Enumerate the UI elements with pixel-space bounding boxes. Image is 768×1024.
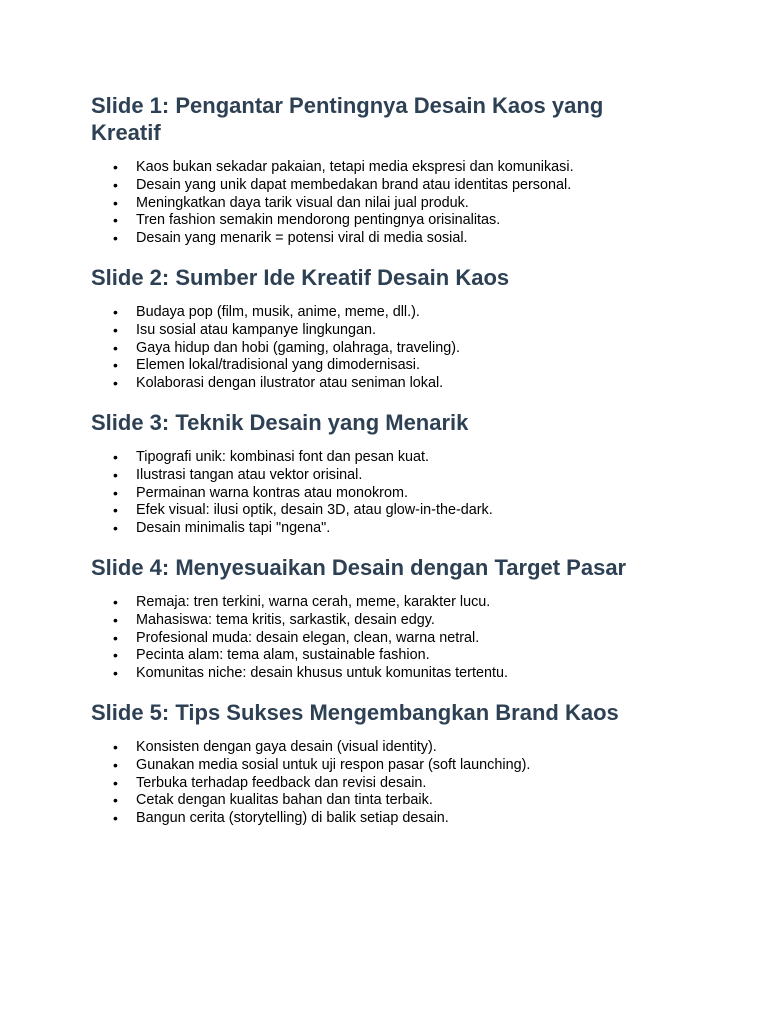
bullet-icon: • <box>113 230 118 247</box>
bullet-icon: • <box>113 502 118 519</box>
bullet-icon: • <box>113 810 118 827</box>
list-item-text: Elemen lokal/tradisional yang dimodernisasi. <box>136 357 420 374</box>
bullet-icon: • <box>113 194 118 211</box>
list-item <box>91 357 668 375</box>
slide-2-title: Slide 2: Sumber Ide Kreatif Desain Kaos <box>91 264 510 290</box>
list-item-text: Gaya hidup dan hobi (gaming, olahraga, traveling). <box>136 339 460 356</box>
list-item <box>91 757 668 775</box>
bullet-icon: • <box>113 611 118 628</box>
list-item-text: Remaja: tren terkini, warna cerah, meme, karakter lucu. <box>136 593 491 610</box>
list-item <box>91 177 668 195</box>
list-item <box>91 230 668 248</box>
list-item <box>91 340 668 358</box>
list-item-text: Mahasiswa: tema kritis, sarkastik, desain edgy. <box>136 611 435 628</box>
list-item <box>91 520 668 538</box>
list-item <box>91 449 668 467</box>
bullet-icon: • <box>113 520 118 537</box>
bullet-icon: • <box>113 466 118 483</box>
bullet-icon: • <box>113 339 118 356</box>
slide-1-title: Slide 1: Pengantar Pentingnya Desain Kaos yang Kreatif <box>91 93 604 145</box>
list-item-text: Kaos bukan sekadar pakaian, tetapi media ekspresi dan komunikasi. <box>136 159 574 175</box>
slide-3-title: Slide 3: Teknik Desain yang Menarik <box>91 409 469 435</box>
list-item <box>91 665 668 683</box>
list-item-text: Profesional muda: desain elegan, clean, warna netral. <box>136 629 480 646</box>
list-item <box>91 612 668 630</box>
bullet-icon: • <box>113 738 118 755</box>
list-item-text: Konsisten dengan gaya desain (visual identity). <box>136 738 437 755</box>
bullet-icon: • <box>113 629 118 646</box>
list-item-text: Komunitas niche: desain khusus untuk komunitas tertentu. <box>136 665 508 682</box>
list-item-text: Meningkatkan daya tarik visual dan nilai jual produk. <box>136 194 469 211</box>
list-item <box>91 322 668 340</box>
list-item-text: Ilustrasi tangan atau vektor orisinal. <box>136 466 363 483</box>
list-item-text: Gunakan media sosial untuk uji respon pasar (soft launching). <box>136 756 531 773</box>
list-item <box>91 304 668 322</box>
slide-2-bullet-list <box>91 304 668 393</box>
bullet-icon: • <box>113 665 118 682</box>
slide-4-section <box>91 554 668 683</box>
bullet-icon: • <box>113 303 118 320</box>
list-item <box>91 159 668 177</box>
list-item <box>91 502 668 520</box>
slide-5-bullet-list <box>91 739 668 828</box>
list-item-text: Kolaborasi dengan ilustrator atau seniman lokal. <box>136 375 444 392</box>
list-item <box>91 647 668 665</box>
list-item <box>91 739 668 757</box>
bullet-icon: • <box>113 448 118 465</box>
slide-5-title: Slide 5: Tips Sukses Mengembangkan Brand Kaos <box>91 699 619 725</box>
bullet-icon: • <box>113 212 118 229</box>
list-item <box>91 467 668 485</box>
bullet-icon: • <box>113 159 118 175</box>
list-item-text: Pecinta alam: tema alam, sustainable fashion. <box>136 647 430 664</box>
bullet-icon: • <box>113 774 118 791</box>
bullet-icon: • <box>113 792 118 809</box>
list-item-text: Bangun cerita (storytelling) di balik setiap desain. <box>136 810 449 827</box>
slide-4-title: Slide 4: Menyesuaikan Desain dengan Target Pasar <box>91 554 627 580</box>
list-item-text: Desain yang menarik = potensi viral di media sosial. <box>136 230 468 247</box>
list-item-text: Isu sosial atau kampanye lingkungan. <box>136 321 376 338</box>
bullet-icon: • <box>113 756 118 773</box>
slide-1-section <box>91 92 668 248</box>
slide-1-bullet-list <box>91 159 668 248</box>
list-item <box>91 375 668 393</box>
bullet-icon: • <box>113 647 118 664</box>
bullet-icon: • <box>113 484 118 501</box>
slide-3-bullet-list <box>91 449 668 538</box>
list-item <box>91 630 668 648</box>
list-item <box>91 485 668 503</box>
list-item-text: Desain minimalis tapi "ngena". <box>136 520 331 537</box>
bullet-icon: • <box>113 375 118 392</box>
list-item <box>91 775 668 793</box>
list-item-text: Terbuka terhadap feedback dan revisi desain. <box>136 774 427 791</box>
list-item-text: Permainan warna kontras atau monokrom. <box>136 484 408 501</box>
list-item <box>91 195 668 213</box>
list-item <box>91 212 668 230</box>
bullet-icon: • <box>113 176 118 193</box>
list-item-text: Budaya pop (film, musik, anime, meme, dll.). <box>136 303 420 320</box>
list-item <box>91 810 668 828</box>
bullet-icon: • <box>113 593 118 610</box>
list-item-text: Tipografi unik: kombinasi font dan pesan kuat. <box>136 448 430 465</box>
slide-5-section <box>91 699 668 828</box>
list-item <box>91 792 668 810</box>
slide-2-section <box>91 264 668 393</box>
list-item-text: Tren fashion semakin mendorong pentingnya orisinalitas. <box>136 212 501 229</box>
bullet-icon: • <box>113 357 118 374</box>
slide-3-section <box>91 409 668 538</box>
list-item <box>91 594 668 612</box>
bullet-icon: • <box>113 321 118 338</box>
list-item-text: Cetak dengan kualitas bahan dan tinta terbaik. <box>136 792 433 809</box>
list-item-text: Efek visual: ilusi optik, desain 3D, atau glow-in-the-dark. <box>136 502 493 519</box>
slide-4-bullet-list <box>91 594 668 683</box>
list-item-text: Desain yang unik dapat membedakan brand atau identitas personal. <box>136 176 572 193</box>
